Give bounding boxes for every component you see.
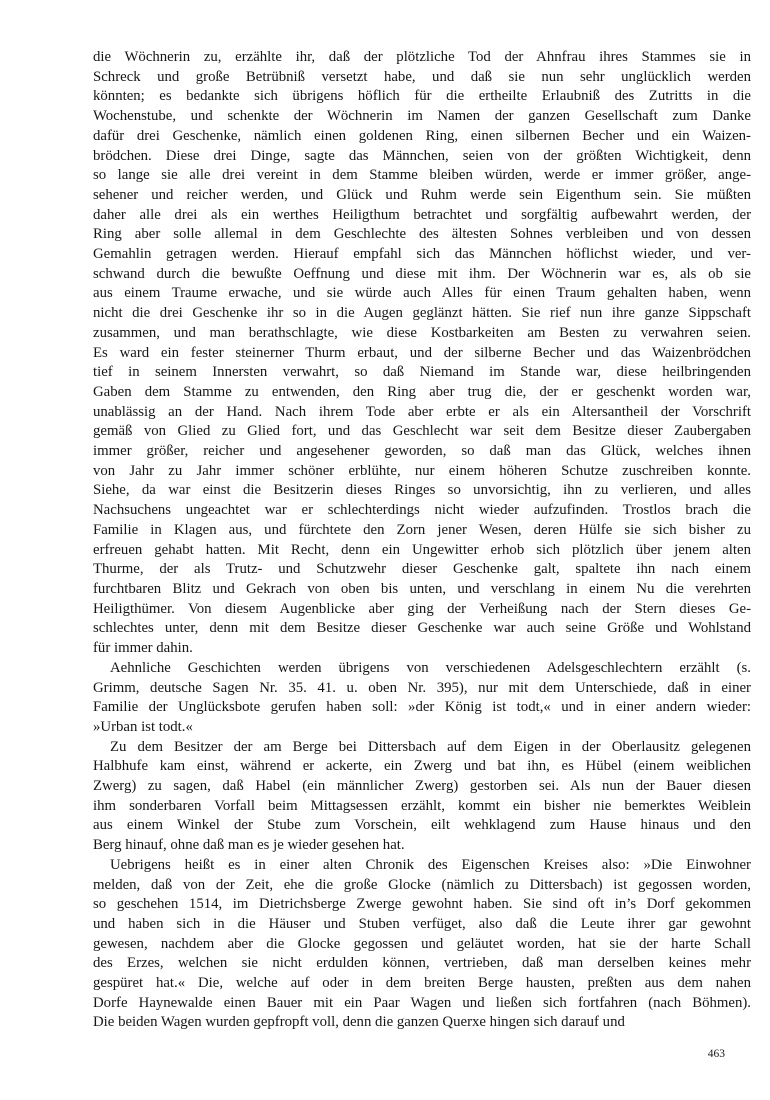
- text-line: Nachsuchens ungeachtet war er schlechterdings nicht wieder aufzufinden. Trostlos brach die: [93, 502, 751, 519]
- text-line: unablässig an der Hand. Nach ihrem Tode aber erbte er als ein Altersantheil der Vorschrift: [93, 403, 751, 420]
- text-line: die Wöchnerin zu, erzählte ihr, daß der plötzliche Tod der Ahnfrau ihres Stammes sie in: [93, 49, 751, 65]
- text-line: Gemahlin getragen werden. Hierauf empfahl sich das Männchen höflichst wieder, und ver-: [93, 246, 751, 263]
- text-line: Gaben dem Stamme zu entwenden, den Ring aber trug die, der er geschenkt worden war,: [93, 383, 751, 400]
- text-line: daher alle drei als ein werthes Heiligthum betrachtet und sorgfältig aufbewahrt werden, der: [93, 206, 751, 223]
- text-line: nicht die drei Geschenke ihr so in die Augen geglänzt hätten. Sie rief nun ihre ganze Sippschaft: [93, 305, 751, 322]
- text-line: so lange sie alle drei vereint in dem Stamme bleiben würden, werde er immer größer, ange-: [93, 167, 751, 184]
- text-line: Zu dem Besitzer der am Berge bei Dittersbach auf dem Eigen in der Oberlausitz gelegenen: [110, 738, 751, 755]
- text-line: immer größer, reicher und angesehener geworden, so daß man das Glück, welches ihnen: [93, 443, 751, 460]
- text-line: sehener und reicher werden, und Glück und Ruhm werde sein Eigenthum sein. Sie müßten: [93, 186, 751, 203]
- text-line: für immer dahin.: [93, 640, 193, 657]
- text-line: aus einem Winkel der Stube zum Vorschein, eilt wehklagend zum Hause hinaus und den: [93, 817, 751, 834]
- text-line: des Erzes, welchen sie nicht erdulden können, vertrieben, daß man derselben keines mehr: [93, 955, 751, 972]
- text-line: Ring aber solle allemal in dem Geschlechte des ältesten Sohnes verbleiben und von dessen: [93, 226, 751, 243]
- text-line: Heiligthümer. Von diesem Augenblicke aber ging der Verheißung nach der Stern dieses Ge-: [93, 600, 751, 617]
- text-line: gemäß von Glied zu Glied fort, und das Geschlecht war seit dem Besitze dieser Zaubergaben: [93, 423, 751, 440]
- page-number: 463: [707, 1048, 725, 1060]
- text-line: Aehnliche Geschichten werden übrigens von verschiedenen Adelsgeschlechtern erzählt (s.: [110, 659, 751, 676]
- text-line: Es ward ein fester steinerner Thurm erbaut, und der silberne Becher und das Waizenbrödchen: [93, 344, 751, 361]
- text-line: Zwerg) zu sagen, daß Habel (ein männlicher Zwerg) gestorben sei. Als nun der Bauer diesen: [93, 778, 751, 795]
- text-line: gewesen, nachdem aber die Glocke gegossen und geläutet worden, hat sie der harte Schall: [93, 935, 751, 952]
- text-line: Die beiden Wagen wurden gepfropft voll, denn die ganzen Querxe hingen sich darauf und: [93, 1014, 625, 1031]
- text-line: Halbhufe kam einst, während er ackerte, ein Zwerg und bat ihn, es Hübel (einem weiblichen: [93, 758, 751, 775]
- text-line: Dorfe Haynewalde einen Bauer mit ein Paar Wagen und ließen sich fortfahren (nach Böhmen).: [93, 994, 751, 1011]
- text-line: Uebrigens heißt es in einer alten Chronik des Eigenschen Kreises also: »Die Einwohner: [110, 856, 751, 873]
- text-line: erfreuen gehabt hatten. Mit Recht, denn ein Ungewitter erhob sich plötzlich über jenem alten: [93, 541, 751, 558]
- text-line: Siehe, da war einst die Besitzerin dieses Ringes so unvorsichtig, ihn zu verlieren, und alles: [93, 482, 751, 499]
- text-line: Thurme, der als Trutz- und Schutzwehr dieser Geschenke galt, spaltete ihn nach einem: [93, 561, 751, 578]
- text-line: Familie der Unglücksbote gerufen haben soll: »der König ist todt,« und in einer andern wieder:: [93, 699, 751, 716]
- paragraph: [93, 738, 751, 856]
- text-line: brödchen. Diese drei Dinge, sagte das Männchen, seien von der größten Wichtigkeit, denn: [93, 147, 751, 164]
- text-line: Familie in Klagen aus, und fürchtete den Zorn jener Wesen, deren Hülfe sie sich bisher zu: [93, 521, 751, 538]
- text-line: schwand durch die bewußte Oeffnung und diese mit ihm. Der Wöchnerin war es, als ob sie: [93, 265, 751, 282]
- text-line: Wochenstube, und schenkte der Wöchnerin im Namen der ganzen Gesellschaft zum Danke: [93, 108, 751, 125]
- text-line: Grimm, deutsche Sagen Nr. 35. 41. u. oben Nr. 395), nur mit dem Unterschiede, daß in einer: [93, 679, 751, 696]
- text-line: Berg hinauf, ohne daß man es je wieder gesehen hat.: [93, 837, 405, 854]
- text-line: melden, daß von der Zeit, ehe die große Glocke (nämlich zu Dittersbach) ist gegossen worden,: [93, 876, 751, 893]
- text-line: »Urban ist todt.«: [93, 718, 193, 735]
- text-line: furchtbaren Blitz und Gekrach von oben bis unten, und verschlang in einem Nu die verehrten: [93, 580, 751, 597]
- text-line: schlechtes unter, denn mit dem Besitze dieser Geschenke war auch seine Größe und Wohlstand: [93, 620, 751, 637]
- text-line: aus einem Traume erwache, und sie würde auch Alles für einen Traum gehalten haben, wenn: [93, 285, 751, 302]
- text-line: von Jahr zu Jahr immer schöner erblühte, nur einem höheren Schutze zuschreiben konnte.: [93, 462, 751, 479]
- text-line: tief in seinem Innersten verwahrt, so daß Niemand im Stande war, diese heilbringenden: [93, 364, 751, 381]
- text-line: gespüret hat.« Die, welche auf oder in dem breiten Berge hausten, preßten aus dem nahen: [93, 975, 751, 992]
- text-line: könnten; es bedankte sich übrigens höflich für die ertheilte Erlaubniß des Zutritts in die: [93, 88, 751, 105]
- text-line: ihm sonderbaren Vorfall beim Mittagsessen erzählt, kommt ein bisher nie bemerktes Weiblein: [93, 797, 751, 814]
- text-line: so geschehen 1514, im Dietrichsberge Zwerge gewohnt haben. Sie sind oft in’s Dorf gekommen: [93, 896, 751, 913]
- text-line: dafür drei Geschenke, nämlich einen goldenen Ring, einen silbernen Becher und ein Waizen-: [93, 127, 751, 144]
- text-line: und haben sich in die Häuser und Stuben verfüget, also daß die Leute ihrer gar gewohnt: [93, 915, 751, 932]
- text-block: [93, 48, 751, 1033]
- text-line: Schreck und große Betrübniß versetzt habe, und daß sie nun sehr unglücklich werden: [93, 68, 751, 85]
- paragraph: [93, 659, 751, 738]
- paragraph: [93, 48, 751, 659]
- paragraph: [93, 856, 751, 1033]
- text-line: zusammen, und man berathschlagte, wie diese Kostbarkeiten am Besten zu verwahren seien.: [93, 324, 751, 341]
